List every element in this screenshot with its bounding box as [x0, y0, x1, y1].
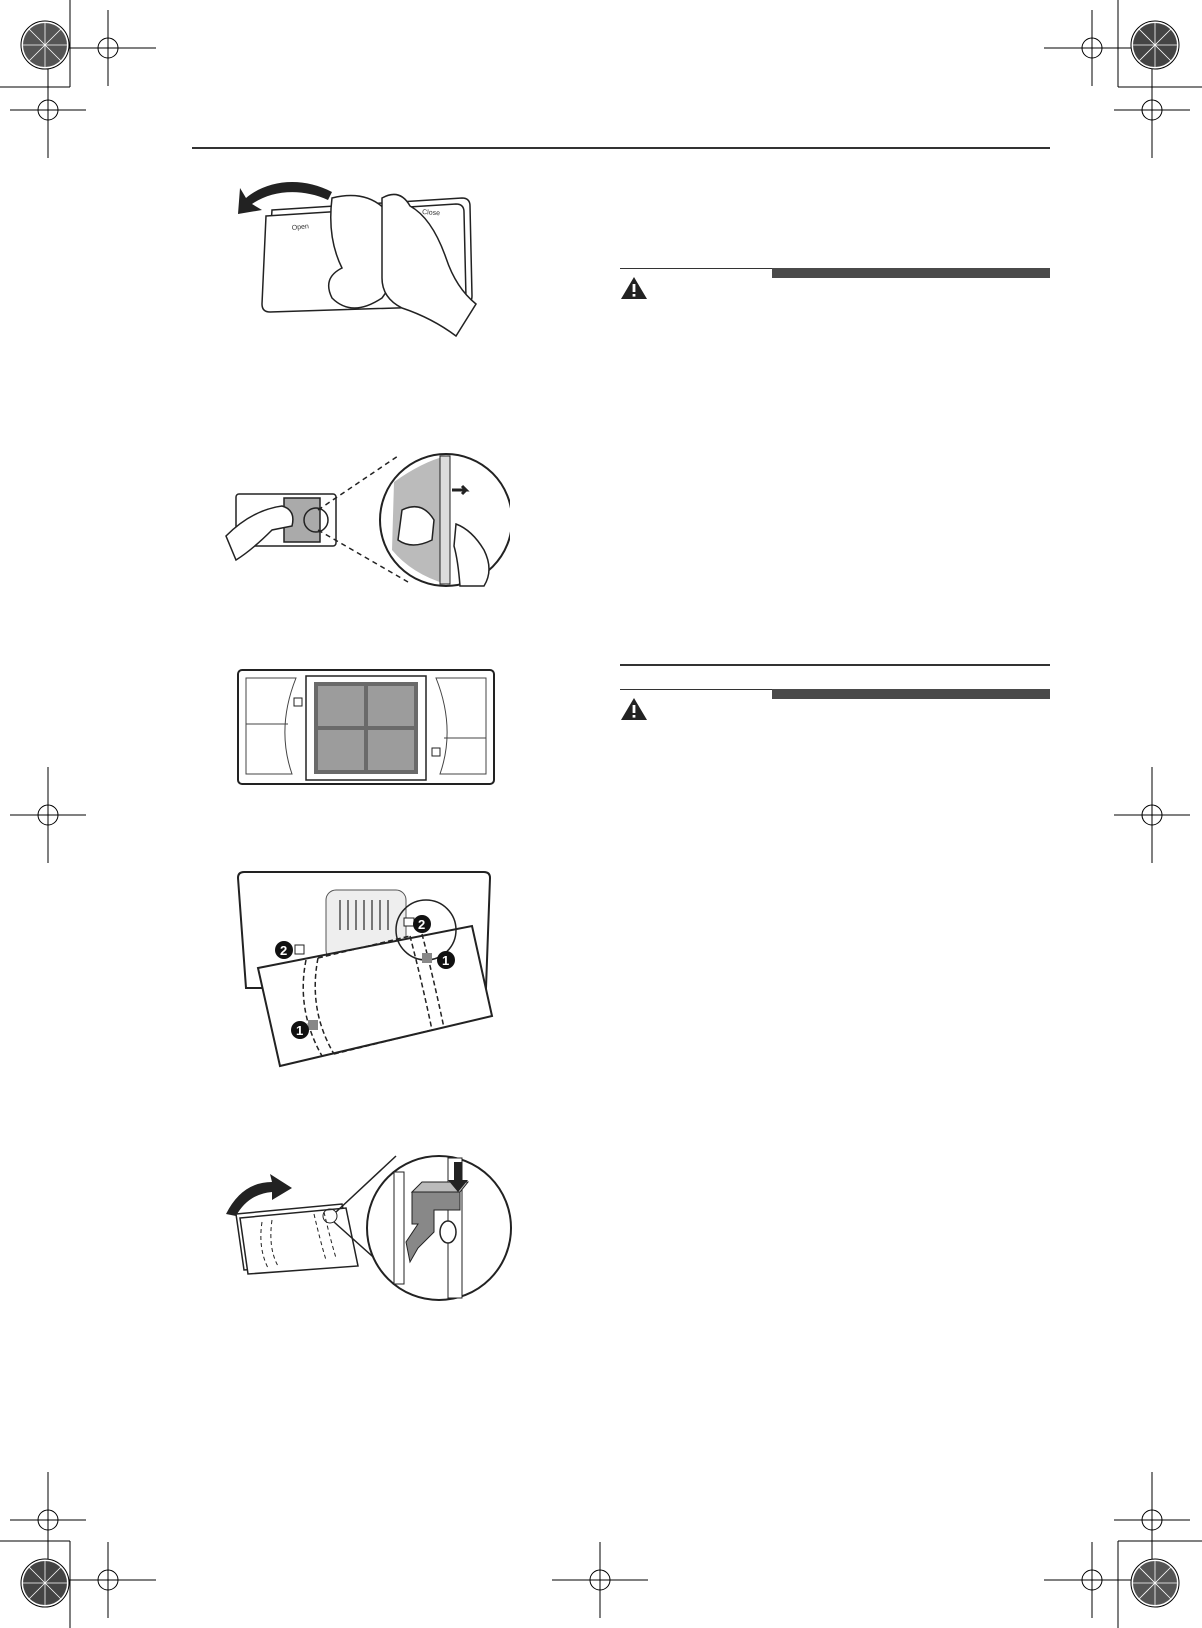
- warning-block-2: [620, 689, 1050, 729]
- figure-remove-filter: [222, 450, 510, 590]
- figure-open-cover: [232, 168, 504, 348]
- callout-2-left: [275, 941, 293, 959]
- figure-install-filter: [236, 870, 496, 1070]
- figure-close-cover: [222, 1152, 512, 1302]
- callout-1-left: [291, 1021, 309, 1039]
- warning-triangle-icon: [620, 276, 648, 300]
- svg-text:1: 1: [442, 953, 450, 968]
- svg-text:2: 2: [418, 917, 426, 932]
- label-close: Close: [421, 209, 441, 218]
- warning-bar: [772, 689, 1050, 699]
- svg-text:2: 2: [280, 943, 288, 958]
- section-divider: [620, 664, 1050, 666]
- warning-triangle-icon: [620, 697, 648, 721]
- callout-1-right: [437, 951, 455, 969]
- warning-block-1: [620, 268, 1050, 308]
- svg-text:1: 1: [296, 1023, 304, 1038]
- warning-bar: [772, 268, 1050, 278]
- header-rule: [192, 147, 1050, 149]
- callout-2-right: [413, 915, 431, 933]
- label-open: Open: [291, 223, 310, 232]
- figure-filter-front: [236, 668, 496, 786]
